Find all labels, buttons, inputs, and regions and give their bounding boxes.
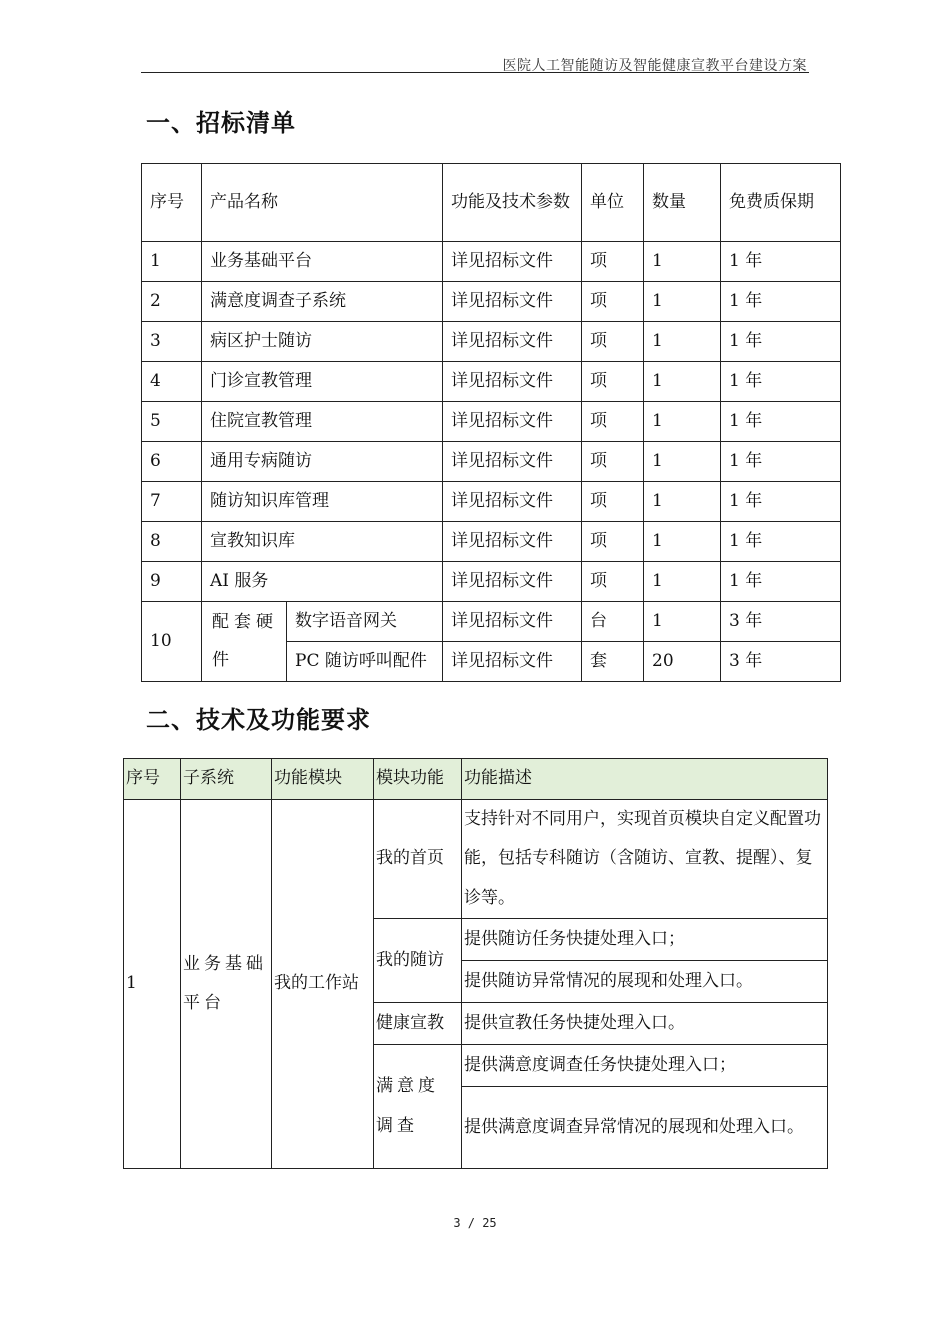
table-cell: 20: [644, 642, 721, 682]
table-cell: 项: [582, 282, 644, 322]
table-cell: 套: [582, 642, 644, 682]
table-cell-desc: 提供满意度调查任务快捷处理入口；: [462, 1045, 828, 1087]
table-cell: 项: [582, 362, 644, 402]
table-cell: 1 年: [721, 322, 841, 362]
table-cell: PC 随访呼叫配件: [287, 642, 443, 682]
table-cell: 满意度调查子系统: [202, 282, 443, 322]
table-cell-desc: 支持针对不同用户，实现首页模块自定义配置功能，包括专科随访（含随访、宣教、提醒）、复诊等。: [462, 800, 828, 919]
table-cell: 10: [142, 602, 202, 682]
table-cell-module: 我的工作站: [272, 800, 374, 1169]
column-header: 序号: [142, 164, 202, 242]
table-row: [124, 800, 828, 919]
table-row: [142, 602, 841, 642]
table-row: [142, 322, 841, 362]
table-cell: 详见招标文件: [443, 522, 582, 562]
table-cell: 1: [644, 322, 721, 362]
section-heading-bid-list: 一、招标清单: [146, 109, 296, 137]
table-cell: 项: [582, 402, 644, 442]
column-header: 序号: [124, 759, 181, 800]
table-cell: 详见招标文件: [443, 482, 582, 522]
table-cell: 项: [582, 522, 644, 562]
table-cell: 详见招标文件: [443, 242, 582, 282]
table-header-row: [124, 759, 828, 800]
table-row: [142, 442, 841, 482]
table-row: [142, 402, 841, 442]
table-cell: 数字语音网关: [287, 602, 443, 642]
table-row: [142, 522, 841, 562]
table-cell: 详见招标文件: [443, 282, 582, 322]
table-cell: 6: [142, 442, 202, 482]
table-cell: 详见招标文件: [443, 442, 582, 482]
table-row: [142, 562, 841, 602]
table-cell: 3: [142, 322, 202, 362]
table-cell: 随访知识库管理: [202, 482, 443, 522]
column-header: 免费质保期: [721, 164, 841, 242]
table-cell: 8: [142, 522, 202, 562]
table-cell: 3 年: [721, 642, 841, 682]
section-heading-requirements: 二、技术及功能要求: [146, 706, 371, 734]
table-cell: 项: [582, 242, 644, 282]
table-cell: 1: [644, 522, 721, 562]
table-cell: 4: [142, 362, 202, 402]
table-cell-desc: 提供随访任务快捷处理入口；: [462, 919, 828, 961]
table-cell-function: 我的随访: [374, 919, 462, 1003]
table-cell: 1 年: [721, 402, 841, 442]
table-cell: 2: [142, 282, 202, 322]
table-cell: 项: [582, 482, 644, 522]
column-header: 单位: [582, 164, 644, 242]
table-cell-function: 我的首页: [374, 800, 462, 919]
table-cell-group: 配套硬件: [202, 602, 287, 682]
table-cell: 详见招标文件: [443, 322, 582, 362]
document-header-title: 医院人工智能随访及智能健康宣教平台建设方案: [502, 58, 807, 74]
table-cell-function: 满意度调查: [374, 1045, 462, 1169]
table-cell: 项: [582, 562, 644, 602]
table-row: [142, 242, 841, 282]
table-cell: 1: [644, 242, 721, 282]
table-cell: 1: [142, 242, 202, 282]
table-cell-function: 健康宣教: [374, 1003, 462, 1045]
table-cell: 7: [142, 482, 202, 522]
table-cell: 1: [644, 562, 721, 602]
table-cell: 1: [644, 362, 721, 402]
table-cell: 宣教知识库: [202, 522, 443, 562]
table-cell: 9: [142, 562, 202, 602]
table-row: [142, 282, 841, 322]
column-header: 模块功能: [374, 759, 462, 800]
table-cell: 3 年: [721, 602, 841, 642]
table-cell: 门诊宣教管理: [202, 362, 443, 402]
table-cell: 详见招标文件: [443, 362, 582, 402]
table-cell: 1: [644, 602, 721, 642]
table-row: [142, 482, 841, 522]
table-cell: 通用专病随访: [202, 442, 443, 482]
table-cell: 1: [124, 800, 181, 1169]
table-cell: 1 年: [721, 522, 841, 562]
table-header-row: [142, 164, 841, 242]
column-header: 功能描述: [462, 759, 828, 800]
column-header: 数量: [644, 164, 721, 242]
table-cell-desc: 提供满意度调查异常情况的展现和处理入口。: [462, 1087, 828, 1169]
table-cell: 台: [582, 602, 644, 642]
table-cell: 项: [582, 442, 644, 482]
requirements-table: [123, 758, 828, 1169]
table-cell: 1: [644, 482, 721, 522]
table-cell: 1 年: [721, 242, 841, 282]
table-cell: 1 年: [721, 362, 841, 402]
column-header: 功能模块: [272, 759, 374, 800]
table-cell: 项: [582, 322, 644, 362]
table-cell: 5: [142, 402, 202, 442]
table-cell: 详见招标文件: [443, 402, 582, 442]
table-cell: 1 年: [721, 282, 841, 322]
table-cell: 住院宣教管理: [202, 402, 443, 442]
table-cell-desc: 提供随访异常情况的展现和处理入口。: [462, 961, 828, 1003]
table-cell: 详见招标文件: [443, 642, 582, 682]
table-cell-subsystem: 业务基础平台: [181, 800, 272, 1169]
table-cell: 1: [644, 402, 721, 442]
bid-list-table: [141, 163, 841, 682]
table-row: [142, 362, 841, 402]
column-header: 产品名称: [202, 164, 443, 242]
column-header: 功能及技术参数: [443, 164, 582, 242]
table-cell: 1 年: [721, 482, 841, 522]
table-cell: 详见招标文件: [443, 562, 582, 602]
table-cell: 1: [644, 282, 721, 322]
table-cell: 1: [644, 442, 721, 482]
table-cell: 病区护士随访: [202, 322, 443, 362]
table-cell-desc: 提供宣教任务快捷处理入口。: [462, 1003, 828, 1045]
table-cell: 业务基础平台: [202, 242, 443, 282]
header-divider: [141, 72, 809, 73]
table-cell: 详见招标文件: [443, 602, 582, 642]
table-cell: 1 年: [721, 562, 841, 602]
page-number: 3 / 25: [453, 1216, 497, 1230]
table-cell: AI 服务: [202, 562, 443, 602]
table-cell: 1 年: [721, 442, 841, 482]
column-header: 子系统: [181, 759, 272, 800]
